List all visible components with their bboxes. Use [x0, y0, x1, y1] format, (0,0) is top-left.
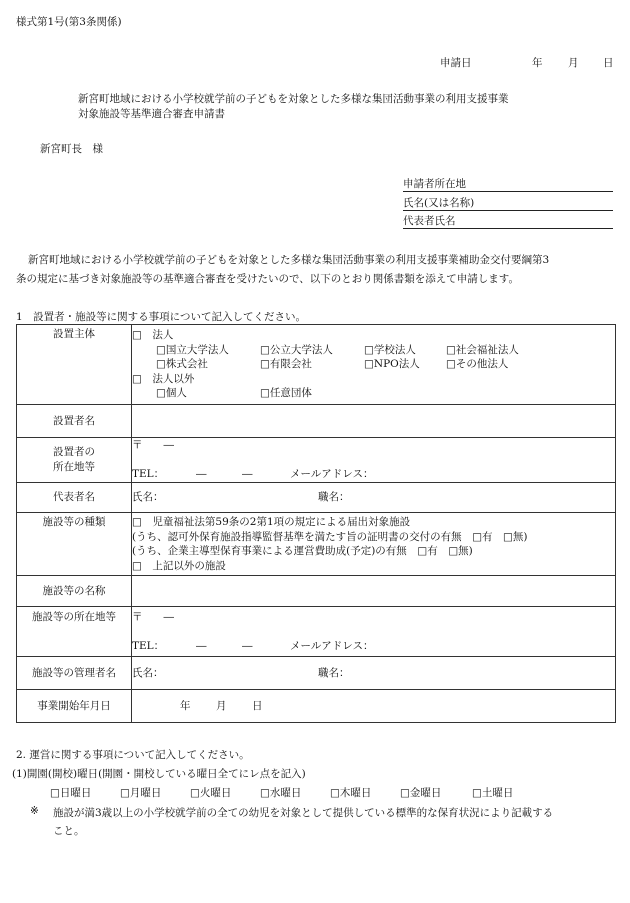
founder-type-cell — [132, 325, 616, 405]
representative-label: 代表者名 — [17, 483, 132, 513]
date-year: 年 — [532, 57, 543, 69]
facility-type-cell — [132, 513, 616, 576]
tel-separator: ― — [242, 468, 253, 481]
monday-checkbox[interactable]: □月曜日 — [120, 787, 162, 799]
noncorp-checkbox[interactable]: □ 法人以外 — [132, 372, 195, 385]
national-univ-checkbox[interactable]: □国立大学法人 — [156, 343, 229, 356]
facility-manager-field[interactable] — [132, 657, 616, 690]
rep-name-label: 氏名： — [132, 491, 164, 504]
school-corp-checkbox[interactable]: □学校法人 — [364, 343, 416, 356]
founder-address-label: 設置者の 所在地等 — [17, 438, 132, 483]
facility-name-label: 施設等の名称 — [17, 576, 132, 607]
applicant-address-line[interactable] — [403, 176, 613, 192]
facility-name-field[interactable] — [132, 576, 616, 607]
start-day-label: 日 — [252, 699, 263, 712]
facility-info-table — [16, 324, 616, 723]
limited-company-checkbox[interactable]: □有限会社 — [260, 358, 312, 371]
sunday-checkbox[interactable]: □日曜日 — [50, 787, 92, 799]
applicant-representative-label: 代表者氏名 — [403, 215, 456, 227]
saturday-checkbox[interactable]: □土曜日 — [472, 787, 514, 799]
note-line1: 施設が満3歳以上の小学校就学前の全ての幼児を対象として提供している標準的な保育状況により記載する — [53, 807, 554, 819]
facility-address-field[interactable] — [132, 607, 616, 657]
date-month: 月 — [568, 57, 579, 69]
section2-heading: 2. 運営に関する事項について記入してください。 — [16, 749, 250, 761]
application-date-label: 申請日 — [440, 57, 472, 69]
founder-type-label: 設置主体 — [17, 325, 132, 405]
table-row — [17, 325, 616, 405]
weekday-checkboxes — [50, 785, 610, 800]
table-row — [17, 513, 616, 576]
subsidy-question[interactable]: (うち、企業主導型保育事業による運営費助成(予定)の有無 □有 □無) — [132, 545, 473, 557]
applicant-representative-line[interactable] — [403, 213, 613, 229]
date-day: 日 — [603, 57, 614, 69]
tel-label: TEL： — [132, 468, 165, 481]
public-univ-checkbox[interactable]: □公立大学法人 — [260, 343, 333, 356]
start-month-label: 月 — [216, 699, 227, 712]
note-line2: こと。 — [53, 825, 85, 837]
other-corp-checkbox[interactable]: □その他法人 — [446, 358, 509, 371]
table-row — [17, 607, 616, 657]
email-label: メールアドレス： — [290, 468, 374, 481]
applicant-address-label: 申請者所在地 — [403, 178, 466, 190]
tel-label: TEL： — [132, 639, 165, 652]
thursday-checkbox[interactable]: □木曜日 — [330, 787, 372, 799]
postal-code-mark: 〒 ― — [132, 439, 174, 452]
social-welfare-checkbox[interactable]: □社会福祉法人 — [446, 343, 519, 356]
tel-separator: ― — [196, 639, 207, 652]
tel-separator: ― — [242, 639, 253, 652]
tel-separator: ― — [196, 468, 207, 481]
applicant-name-label: 氏名(又は名称) — [403, 197, 475, 209]
notified-facility-checkbox[interactable]: □ 児童福祉法第59条の2第1項の規定による届出対象施設 — [132, 516, 411, 528]
wednesday-checkbox[interactable]: □水曜日 — [260, 787, 302, 799]
corp-checkbox[interactable]: □ 法人 — [132, 329, 174, 342]
postal-code-mark: 〒 ― — [132, 610, 174, 623]
document-title-line2: 対象施設等基準適合審査申請書 — [78, 108, 225, 120]
document-title-line1: 新宮町地域における小学校就学前の子どもを対象とした多様な集団活動事業の利用支援事業 — [78, 93, 509, 105]
table-row — [17, 483, 616, 513]
table-row — [17, 438, 616, 483]
representative-field[interactable] — [132, 483, 616, 513]
manager-name-label: 氏名： — [132, 666, 164, 679]
voluntary-group-checkbox[interactable]: □任意団体 — [260, 387, 312, 400]
founder-name-field[interactable] — [132, 405, 616, 438]
table-row — [17, 657, 616, 690]
facility-address-label: 施設等の所在地等 — [17, 607, 132, 657]
table-row — [17, 690, 616, 723]
individual-checkbox[interactable]: □個人 — [156, 387, 187, 400]
start-date-label: 事業開始年月日 — [17, 690, 132, 723]
section1-heading: 1 設置者・施設等に関する事項について記入してください。 — [16, 311, 306, 323]
other-facility-checkbox[interactable]: □ 上記以外の施設 — [132, 559, 226, 572]
start-date-field[interactable] — [132, 690, 616, 723]
friday-checkbox[interactable]: □金曜日 — [400, 787, 442, 799]
body-text-line1: 新宮町地域における小学校就学前の子どもを対象とした多様な集団活動事業の利用支援事業補助金交付要綱第3 — [28, 254, 550, 266]
start-year-label: 年 — [180, 699, 191, 712]
table-row — [17, 405, 616, 438]
note-mark: ※ — [30, 805, 39, 817]
stock-company-checkbox[interactable]: □株式会社 — [156, 358, 208, 371]
applicant-name-line[interactable] — [403, 195, 613, 211]
manager-title-label: 職名： — [318, 666, 350, 679]
certificate-question[interactable]: (うち、認可外保育施設指導監督基準を満たす旨の証明書の交付の有無 □有 □無) — [132, 530, 528, 543]
form-number: 様式第1号(第3条関係) — [16, 16, 122, 28]
founder-address-field[interactable] — [132, 438, 616, 483]
body-text-line2: 条の規定に基づき対象施設等の基準適合審査を受けたいので、以下のとおり関係書類を添えて申請します。 — [16, 273, 519, 285]
addressee: 新宮町長 様 — [40, 143, 103, 155]
rep-title-label: 職名： — [318, 491, 350, 504]
table-row — [17, 576, 616, 607]
facility-manager-label: 施設等の管理者名 — [17, 657, 132, 690]
npo-checkbox[interactable]: □NPO法人 — [364, 358, 420, 371]
facility-type-label: 施設等の種類 — [17, 513, 132, 576]
tuesday-checkbox[interactable]: □火曜日 — [190, 787, 232, 799]
email-label: メールアドレス： — [290, 639, 374, 652]
section2-sub1: (1)開園(開校)曜日(開園・開校している曜日全てにレ点を記入) — [12, 768, 306, 780]
founder-name-label: 設置者名 — [17, 405, 132, 438]
